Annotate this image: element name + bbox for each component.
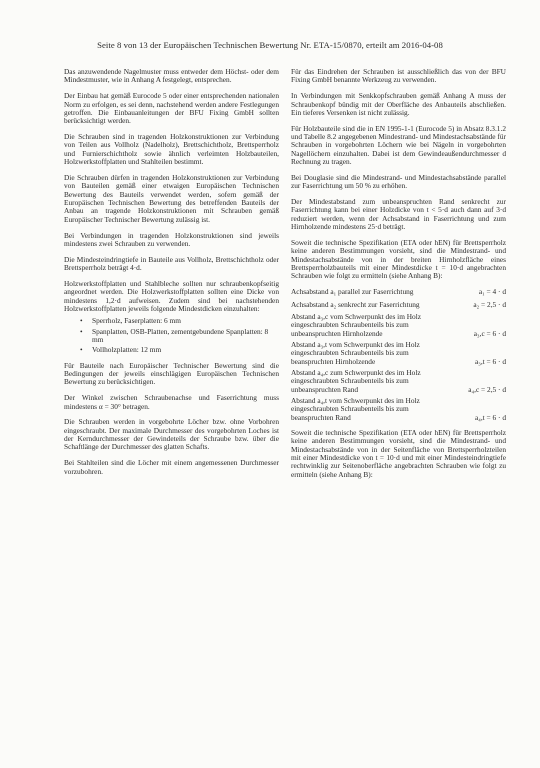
paragraph-eurocode-distances: Für Holzbauteile sind die in EN 1995-1-1 (Eurocode 5) in Absatz 8.3.1.2 und Tabelle 8.2 angegebenen Mindestrand- und Mindestachsabstände für Schrauben in vorgebohrten Löchern wie bei Nägeln in vorgebohrten Nagellöchern einzuhalten. Dabei ist dem Gewindeaußendurchmesser d Rechnung zu tragen. — [291, 123, 506, 167]
paragraph-wood-panels: Holzwerkstoffplatten und Stahlbleche sollten nur schraubenkopfseitig angeordnet werden. Die Holzwerkstoffplatten sollten eine Dicke von mindestens 1,2·d aufweisen. Zudem sind bei nachstehenden Holzwerkstoffplatten jeweils folgende Mindestdicken einzuhalten: — [64, 278, 279, 313]
paragraph-clt-narrow-face: Soweit die technische Spezifikation (ETA oder hEN) für Brettsperrholz keine anderen Bestimmungen vorsieht, sind die Mindestrand- und Mindestachsabstände von in der breiten Hirnholzfläche eines Brettsperrholzbauteils mit einer Mindestdicke t = 10·d angebrachten Schrauben wie folgt zu ermitteln (siehe Anhang B): — [291, 238, 506, 281]
paragraph-min-distance: Der Mindestabstand zum unbeanspruchten Rand senkrecht zur Faserrichtung kann bei einer Holzdicke von t < 5·d auch dann auf 3·d reduziert werden, wenn der Achsabstand in Faserrichtung und zum Hirnholzende mindestens 25·d beträgt. — [291, 197, 506, 232]
distance-line: unbeanspruchten Rand — [291, 384, 359, 394]
paragraph-steel-parts: Bei Stahlteilen sind die Löcher mit einem angemessenen Durchmesser vorzubohren. — [64, 458, 279, 476]
spacing-value: a₁ = 4 · d — [478, 287, 506, 297]
left-column — [64, 68, 279, 483]
distance-line: eingeschraubten Schraubenteils bis zum — [291, 376, 409, 386]
distance-row — [291, 397, 506, 422]
spacing-row — [291, 301, 506, 309]
distance-line: Abstand a₄,t vom Schwerpunkt des im Holz — [291, 396, 420, 405]
min-thickness-list — [64, 317, 279, 354]
right-column — [291, 68, 506, 487]
list-item: • Vollholzplatten: 12 mm — [92, 346, 279, 354]
list-item: • Sperrholz, Faserplatten: 6 mm — [92, 317, 279, 325]
paragraph-penetration-depth: Die Mindesteindringtiefe in Bauteile aus Vollholz, Brettschichtholz oder Brettsperrholz beträgt 4·d. — [64, 254, 279, 273]
distance-row — [291, 369, 506, 394]
distance-value: a₃,c = 6 · d — [473, 328, 506, 338]
distance-line: Abstand a₃,t vom Schwerpunkt des im Holz — [291, 339, 420, 349]
paragraph-clt-side-face: Soweit die technische Spezifikation (ETA oder hEN) für Brettsperrholz keine anderen Bestimmungen vorsieht, sind die Mindestrand- und Mindestachsabstände von in der Seitenfläche von Brettsperrholzteilen mit einer Mindestdicke von t = 10·d und mit einer Mindesteindringtiefe rechtwinklig zur Seitenoberfläche angebrachten Schrauben wie folgt zu ermitteln (siehe Anhang B): — [291, 428, 506, 479]
paragraph-predrilling: Die Schrauben werden in vorgebohrte Löcher bzw. ohne Vorbohren eingeschraubt. Der maximale Durchmesser des vorgebohrten Loches ist der Kerndurchmesser der Gewindeteils der Schraube bzw. über die Schaftlänge der Durchmesser des glatten Schafts. — [64, 417, 279, 452]
paragraph-countersunk: In Verbindungen mit Senkkopfschrauben gemäß Anhang A muss der Schraubenkopf bündig mit der Oberfläche des Anbauteils abschließen. Ein tieferes Versenken ist nicht zulässig. — [291, 91, 506, 117]
spacing-value: a₂ = 2,5 · d — [473, 299, 506, 309]
paragraph-tool: Für das Eindrehen der Schrauben ist ausschließlich das von der BFU Fixing GmbH benannte Werkzeug zu verwenden. — [291, 67, 506, 85]
paragraph-nail-pattern: Das anzuwendende Nagelmuster muss entweder dem Höchst- oder dem Mindestmuster, wie in Anhang A festgelegt, entsprechen. — [64, 67, 279, 85]
paragraph-two-screws: Bei Verbindungen in tragenden Holzkonstruktionen sind jeweils mindestens zwei Schrauben zu verwenden. — [64, 230, 279, 248]
paragraph-screw-angle: Der Winkel zwischen Schraubenachse und Faserrichtung muss mindestens α = 30° betragen. — [64, 393, 279, 411]
paragraph-installation: Der Einbau hat gemäß Eurocode 5 oder einer entsprechenden nationalen Norm zu erfolgen, es sei denn, nachstehend werden andere Festlegungen getroffen. Die Einbauanleitungen der BFU Fixing GmbH sollten berücksichtigt werden. — [64, 91, 279, 126]
spacing-row — [291, 288, 506, 296]
spacing-label: Achsabstand a₂ senkrecht zur Faserrichtung — [291, 299, 420, 309]
distance-value: a₃,t = 6 · d — [475, 356, 506, 366]
paragraph-eta-components: Für Bauteile nach Europäischer Technischer Bewertung sind die Bedingungen der jeweils einschlägigen Europäischen Technischen Bewertung zu berücksichtigen. — [64, 360, 279, 387]
distance-value: a₄,c = 2,5 · d — [468, 384, 506, 394]
paragraph-douglas-fir: Bei Douglasie sind die Mindestrand- und Mindestachsabstände parallel zur Faserrichtung um 50 % zu erhöhen. — [291, 172, 506, 191]
distance-line: eingeschraubten Schraubenteils bis zum — [291, 404, 409, 414]
list-item: • Spanplatten, OSB-Platten, zementgebundene Spanplatten: 8 mm — [92, 328, 279, 345]
distance-value: a₄,t = 6 · d — [475, 412, 506, 422]
distance-line: Abstand a₃,c vom Schwerpunkt des im Holz — [291, 311, 422, 321]
page-header: Seite 8 von 13 der Europäischen Technischen Bewertung Nr. ETA-15/0870, erteilt am 2016-04-08 — [97, 40, 443, 50]
distance-line: eingeschraubten Schraubenteils bis zum — [291, 320, 409, 330]
distance-line: eingeschraubten Schraubenteils bis zum — [291, 348, 409, 358]
distance-row — [291, 313, 506, 338]
spacing-label: Achsabstand a₁ parallel zur Faserrichtung — [291, 287, 414, 297]
distance-line: beanspruchten Hirnholzende — [291, 356, 376, 366]
distance-line: unbeanspruchten Hirnholzende — [291, 328, 383, 338]
paragraph-component-connection: Die Schrauben dürfen in tragenden Holzkonstruktionen zur Verbindung von Bauteilen gemäß einer etwaigen Europäischen Technischen Bewertung des Bauteils verwendet werden, sofern gemäß der Europäischen Technischen Bewertung des betreffenden Bauteils der Anbau an tragende Holzkonstruktionen mit Schrauben gemäß Europäischer Technischer Bewertung zulässig ist. — [64, 172, 279, 224]
distance-line: Abstand a₄,c zum Schwerpunkt des im Holz — [291, 367, 421, 377]
distance-row — [291, 341, 506, 366]
distance-line: beanspruchten Rand — [291, 412, 351, 422]
paragraph-screw-usage: Die Schrauben sind in tragenden Holzkonstruktionen zur Verbindung von Teilen aus Vollholz (Nadelholz), Brettschichtholz, Brettsperrholz und Furnierschichtholz sowie ähnlich verleimten Holzbauteilen, Holzwerkstoffplatten und Stahlteilen bestimmt. — [64, 132, 279, 167]
